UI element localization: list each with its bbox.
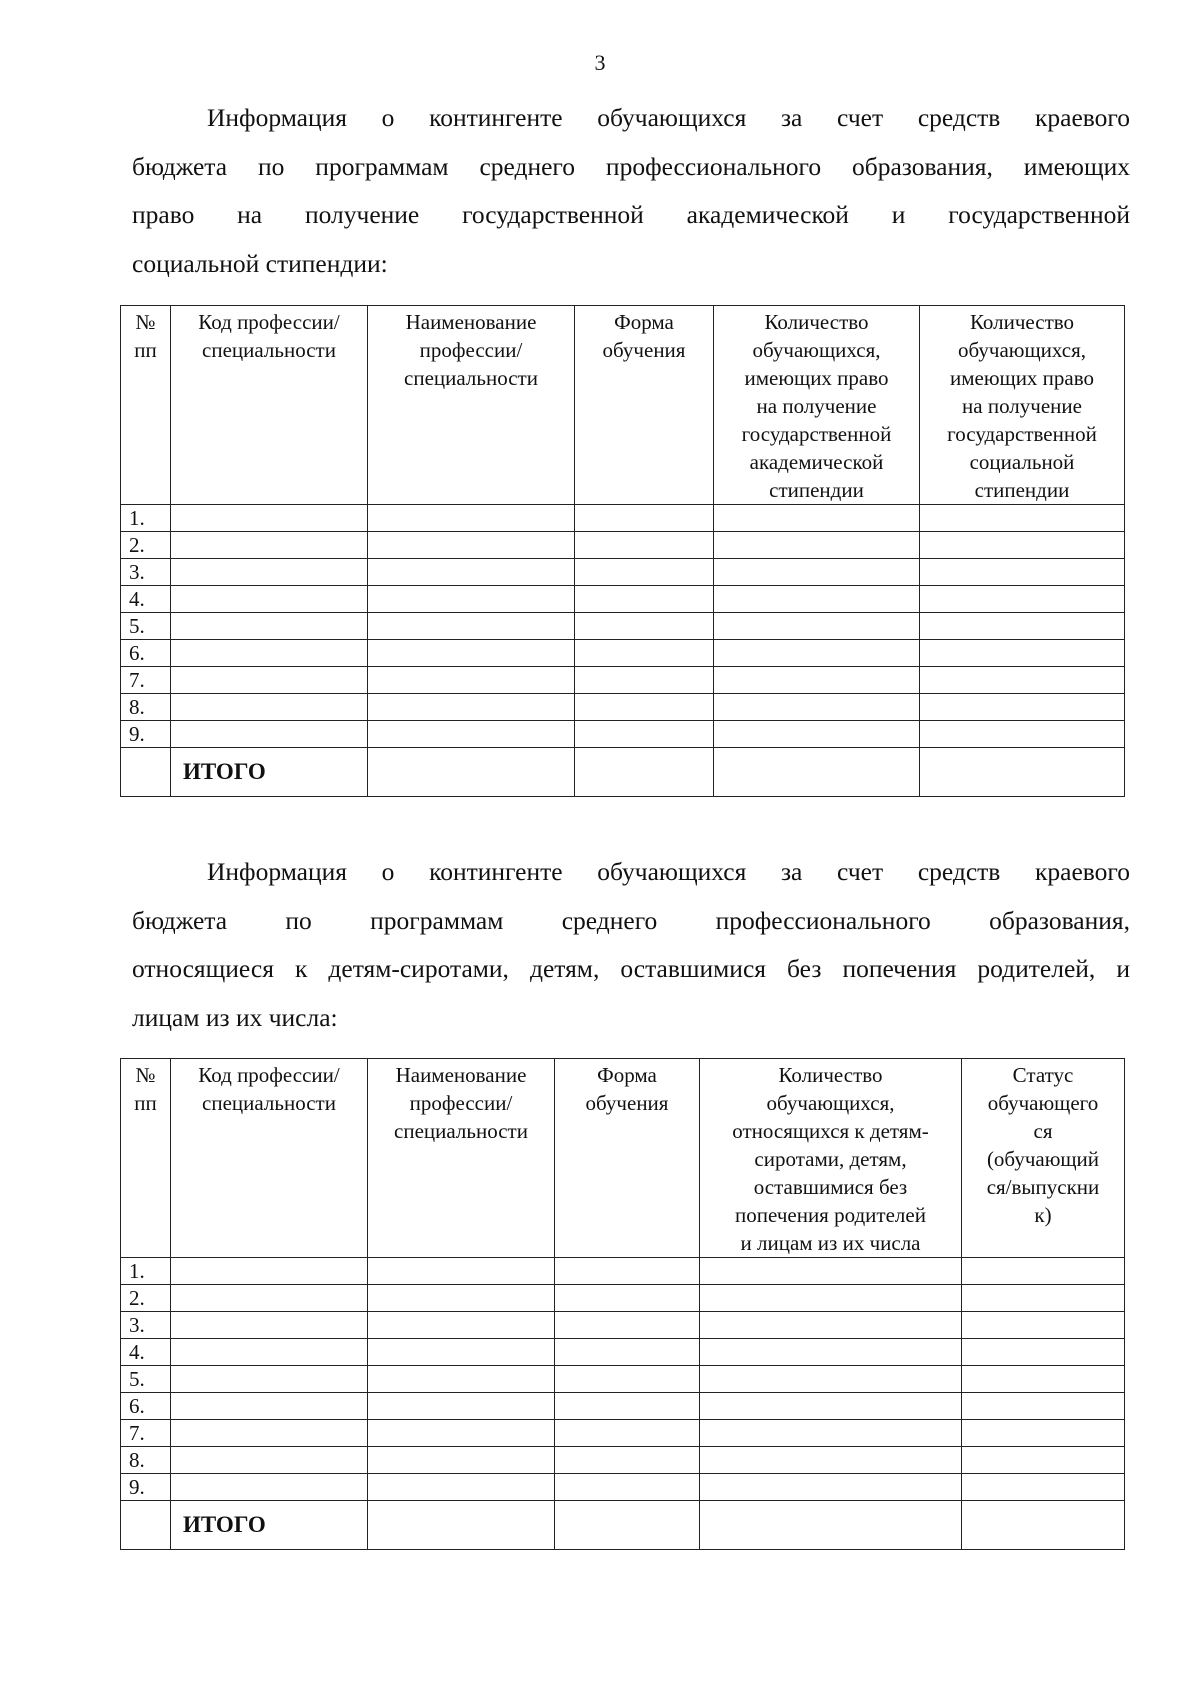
- table-cell: [714, 505, 920, 532]
- table-cell: [575, 505, 714, 532]
- table-cell: [920, 748, 1125, 797]
- header-form-line: Форма: [597, 1063, 657, 1087]
- header-academic-line: имеющих право: [744, 366, 889, 390]
- row-number: 6.: [121, 640, 171, 667]
- table-cell: [171, 559, 368, 586]
- header-code-line: Код профессии/: [198, 310, 340, 334]
- table-cell: [700, 1474, 962, 1501]
- table-cell: [700, 1285, 962, 1312]
- table-cell: [171, 1366, 368, 1393]
- table-row: [121, 505, 1125, 532]
- header-code: [171, 1059, 368, 1258]
- table-cell: [171, 694, 368, 721]
- section2-line-3: относящиеся к детям-сиротами, детям, оставшимися без попечения родителей, и: [132, 954, 1130, 983]
- header-social-line: обучающихся,: [958, 338, 1086, 362]
- header-name-line: специальности: [404, 366, 538, 390]
- header-number-line: №: [135, 1063, 156, 1087]
- table-row: [121, 1420, 1125, 1447]
- header-name-line: профессии/: [409, 1091, 513, 1115]
- header-orphans-line: попечения родителей: [735, 1203, 926, 1227]
- table-cell: [714, 532, 920, 559]
- header-number-line: пп: [134, 338, 157, 362]
- table-cell: [962, 1447, 1125, 1474]
- table-cell: [714, 721, 920, 748]
- table-cell: [962, 1474, 1125, 1501]
- table-cell: [121, 748, 171, 797]
- page-number: 3: [594, 50, 606, 75]
- header-number-line: пп: [134, 1091, 157, 1115]
- header-form-line: обучения: [602, 338, 686, 362]
- scholarship-table: [120, 305, 1125, 797]
- table-cell: [714, 586, 920, 613]
- section1-line-1: Информация о контингенте обучающихся за счет средств краевого: [207, 103, 1130, 132]
- table-row: [121, 667, 1125, 694]
- table-cell: [368, 667, 575, 694]
- table-cell: [962, 1339, 1125, 1366]
- table-header-row: [121, 306, 1125, 505]
- table-cell: [555, 1393, 700, 1420]
- header-status-line: обучающего: [987, 1091, 1099, 1115]
- section1-line-2: бюджета по программам среднего профессионального образования, имеющих: [132, 151, 1130, 181]
- table-cell: [962, 1393, 1125, 1420]
- table-cell: [962, 1258, 1125, 1285]
- table-cell: [575, 532, 714, 559]
- table-cell: [920, 613, 1125, 640]
- table-cell: [368, 1420, 555, 1447]
- table-header-row: [121, 1059, 1125, 1258]
- header-status-line: к): [1034, 1203, 1052, 1227]
- header-name-line: Наименование: [405, 310, 537, 334]
- table-cell: [171, 721, 368, 748]
- table-cell: [700, 1366, 962, 1393]
- table-row: [121, 721, 1125, 748]
- table-cell: [555, 1474, 700, 1501]
- table-cell: [920, 667, 1125, 694]
- header-status-line: ся/выпускни: [986, 1175, 1100, 1199]
- header-number: [121, 1059, 171, 1258]
- table-cell: [714, 694, 920, 721]
- section2-line-2: бюджета по программам среднего профессионального образования,: [132, 905, 1130, 935]
- header-status-line: ся: [1033, 1119, 1053, 1143]
- table-row: [121, 1393, 1125, 1420]
- table-cell: [700, 1258, 962, 1285]
- table-cell: [171, 532, 368, 559]
- table-row: [121, 694, 1125, 721]
- header-academic-line: Количество: [764, 310, 869, 334]
- header-social-line: социальной: [969, 450, 1075, 474]
- section1-intro: [132, 94, 1130, 288]
- header-social-line: государственной: [947, 422, 1097, 446]
- header-academic-line: стипендии: [769, 478, 864, 502]
- table-cell: [368, 1393, 555, 1420]
- table-cell: [575, 559, 714, 586]
- row-number: 7.: [121, 667, 171, 694]
- table-cell: [575, 667, 714, 694]
- table-row: [121, 1285, 1125, 1312]
- table-cell: [920, 586, 1125, 613]
- table-cell: [368, 532, 575, 559]
- section1-line-4: социальной стипендии:: [132, 248, 388, 278]
- table-cell: [575, 613, 714, 640]
- table-cell: [368, 1447, 555, 1474]
- table-cell: [962, 1366, 1125, 1393]
- row-number: 9.: [121, 1474, 171, 1501]
- header-orphans-line: обучающихся,: [766, 1091, 895, 1115]
- table-cell: [575, 586, 714, 613]
- section1-line-3: право на получение государственной академической и государственной: [132, 200, 1130, 229]
- table-cell: [700, 1447, 962, 1474]
- table-cell: [171, 1285, 368, 1312]
- header-academic-line: академической: [749, 450, 884, 474]
- row-number: 7.: [121, 1420, 171, 1447]
- table-cell: [368, 613, 575, 640]
- header-social-line: на получение: [962, 394, 1082, 418]
- header-orphans-line: сиротами, детям,: [754, 1147, 907, 1171]
- header-academic-line: обучающихся,: [752, 338, 881, 362]
- table-cell: [171, 667, 368, 694]
- table-row: [121, 1312, 1125, 1339]
- table-cell: [555, 1366, 700, 1393]
- table-cell: [171, 1258, 368, 1285]
- row-number: 5.: [121, 1366, 171, 1393]
- header-status-line: (обучающий: [986, 1147, 1100, 1171]
- header-form: [555, 1059, 700, 1258]
- table-cell: [368, 1339, 555, 1366]
- header-orphans-count: [700, 1059, 962, 1258]
- header-name-line: профессии/: [419, 338, 523, 362]
- section2-line-1: Информация о контингенте обучающихся за счет средств краевого: [207, 857, 1130, 886]
- header-form: [575, 306, 714, 505]
- table-cell: [171, 1393, 368, 1420]
- row-number: 8.: [121, 694, 171, 721]
- row-number: 9.: [121, 721, 171, 748]
- header-orphans-line: и лицам из их числа: [740, 1231, 921, 1255]
- table-row: [121, 532, 1125, 559]
- header-social-line: имеющих право: [949, 366, 1095, 390]
- row-number: 4.: [121, 1339, 171, 1366]
- table-cell: [368, 1474, 555, 1501]
- table-cell: [171, 505, 368, 532]
- total-label: ИТОГО: [171, 748, 368, 797]
- table-row: [121, 640, 1125, 667]
- header-number: [121, 306, 171, 505]
- table-cell: [171, 613, 368, 640]
- table-cell: [700, 1393, 962, 1420]
- header-social-count: [920, 306, 1125, 505]
- table-cell: [920, 640, 1125, 667]
- table-cell: [714, 613, 920, 640]
- header-form-line: Форма: [614, 310, 674, 334]
- table-cell: [121, 1501, 171, 1550]
- table-cell: [962, 1501, 1125, 1550]
- total-row: [121, 748, 1125, 797]
- header-academic-line: на получение: [756, 394, 877, 418]
- table-cell: [171, 1447, 368, 1474]
- table-cell: [171, 640, 368, 667]
- table-cell: [368, 748, 575, 797]
- header-form-line: обучения: [585, 1091, 669, 1115]
- header-name-line: специальности: [394, 1119, 528, 1143]
- table-cell: [171, 1474, 368, 1501]
- row-number: 2.: [121, 1285, 171, 1312]
- table-cell: [368, 1366, 555, 1393]
- table-cell: [171, 1312, 368, 1339]
- header-status: [962, 1059, 1125, 1258]
- table-row: [121, 586, 1125, 613]
- section2-intro: [132, 848, 1130, 1042]
- header-code-line: специальности: [202, 338, 336, 362]
- header-social-line: стипендии: [974, 478, 1070, 502]
- table-cell: [368, 694, 575, 721]
- table-row: [121, 1447, 1125, 1474]
- table-cell: [700, 1339, 962, 1366]
- table-cell: [368, 1258, 555, 1285]
- table-row: [121, 559, 1125, 586]
- table-cell: [171, 1420, 368, 1447]
- table-cell: [555, 1312, 700, 1339]
- table-cell: [575, 748, 714, 797]
- table-cell: [575, 721, 714, 748]
- table-cell: [920, 505, 1125, 532]
- table-cell: [962, 1420, 1125, 1447]
- table-cell: [171, 586, 368, 613]
- table-cell: [714, 559, 920, 586]
- row-number: 3.: [121, 559, 171, 586]
- table-cell: [368, 559, 575, 586]
- table-cell: [368, 1501, 555, 1550]
- row-number: 3.: [121, 1312, 171, 1339]
- table-row: [121, 1339, 1125, 1366]
- header-code: [171, 306, 368, 505]
- table-row: [121, 613, 1125, 640]
- table-cell: [368, 586, 575, 613]
- row-number: 4.: [121, 586, 171, 613]
- row-number: 5.: [121, 613, 171, 640]
- header-social-line: Количество: [969, 310, 1075, 334]
- table-cell: [700, 1420, 962, 1447]
- table-cell: [575, 694, 714, 721]
- table-cell: [555, 1447, 700, 1474]
- table-cell: [368, 505, 575, 532]
- table-cell: [575, 640, 714, 667]
- table-cell: [920, 721, 1125, 748]
- row-number: 8.: [121, 1447, 171, 1474]
- header-number-line: №: [135, 310, 156, 334]
- table-cell: [714, 748, 920, 797]
- orphans-table: [120, 1058, 1125, 1550]
- header-code-line: специальности: [202, 1091, 336, 1115]
- table-cell: [171, 1339, 368, 1366]
- table-cell: [555, 1501, 700, 1550]
- table-row: [121, 1366, 1125, 1393]
- table-cell: [368, 1312, 555, 1339]
- header-orphans-line: оставшимися без: [753, 1175, 908, 1199]
- table-cell: [368, 640, 575, 667]
- table-cell: [555, 1285, 700, 1312]
- header-status-line: Статус: [1012, 1063, 1074, 1087]
- header-name-line: Наименование: [395, 1063, 527, 1087]
- table-row: [121, 1474, 1125, 1501]
- total-label: ИТОГО: [171, 1501, 368, 1550]
- table-cell: [962, 1285, 1125, 1312]
- header-orphans-line: Количество: [778, 1063, 883, 1087]
- table-cell: [920, 559, 1125, 586]
- table-cell: [555, 1339, 700, 1366]
- row-number: 2.: [121, 532, 171, 559]
- section2-line-4: лицам из их числа:: [132, 1002, 338, 1032]
- row-number: 1.: [121, 1258, 171, 1285]
- table-cell: [714, 667, 920, 694]
- row-number: 1.: [121, 505, 171, 532]
- header-academic-line: государственной: [741, 422, 892, 446]
- table-row: [121, 1258, 1125, 1285]
- table-cell: [700, 1501, 962, 1550]
- table-cell: [920, 532, 1125, 559]
- table-cell: [555, 1258, 700, 1285]
- table-cell: [714, 640, 920, 667]
- table-cell: [962, 1312, 1125, 1339]
- header-name: [368, 306, 575, 505]
- table-cell: [368, 721, 575, 748]
- header-orphans-line: относящихся к детям-: [732, 1119, 929, 1143]
- table-cell: [700, 1312, 962, 1339]
- table-cell: [368, 1285, 555, 1312]
- row-number: 6.: [121, 1393, 171, 1420]
- header-academic-count: [714, 306, 920, 505]
- total-row: [121, 1501, 1125, 1550]
- table-cell: [555, 1420, 700, 1447]
- table-cell: [920, 694, 1125, 721]
- header-code-line: Код профессии/: [198, 1063, 340, 1087]
- header-name: [368, 1059, 555, 1258]
